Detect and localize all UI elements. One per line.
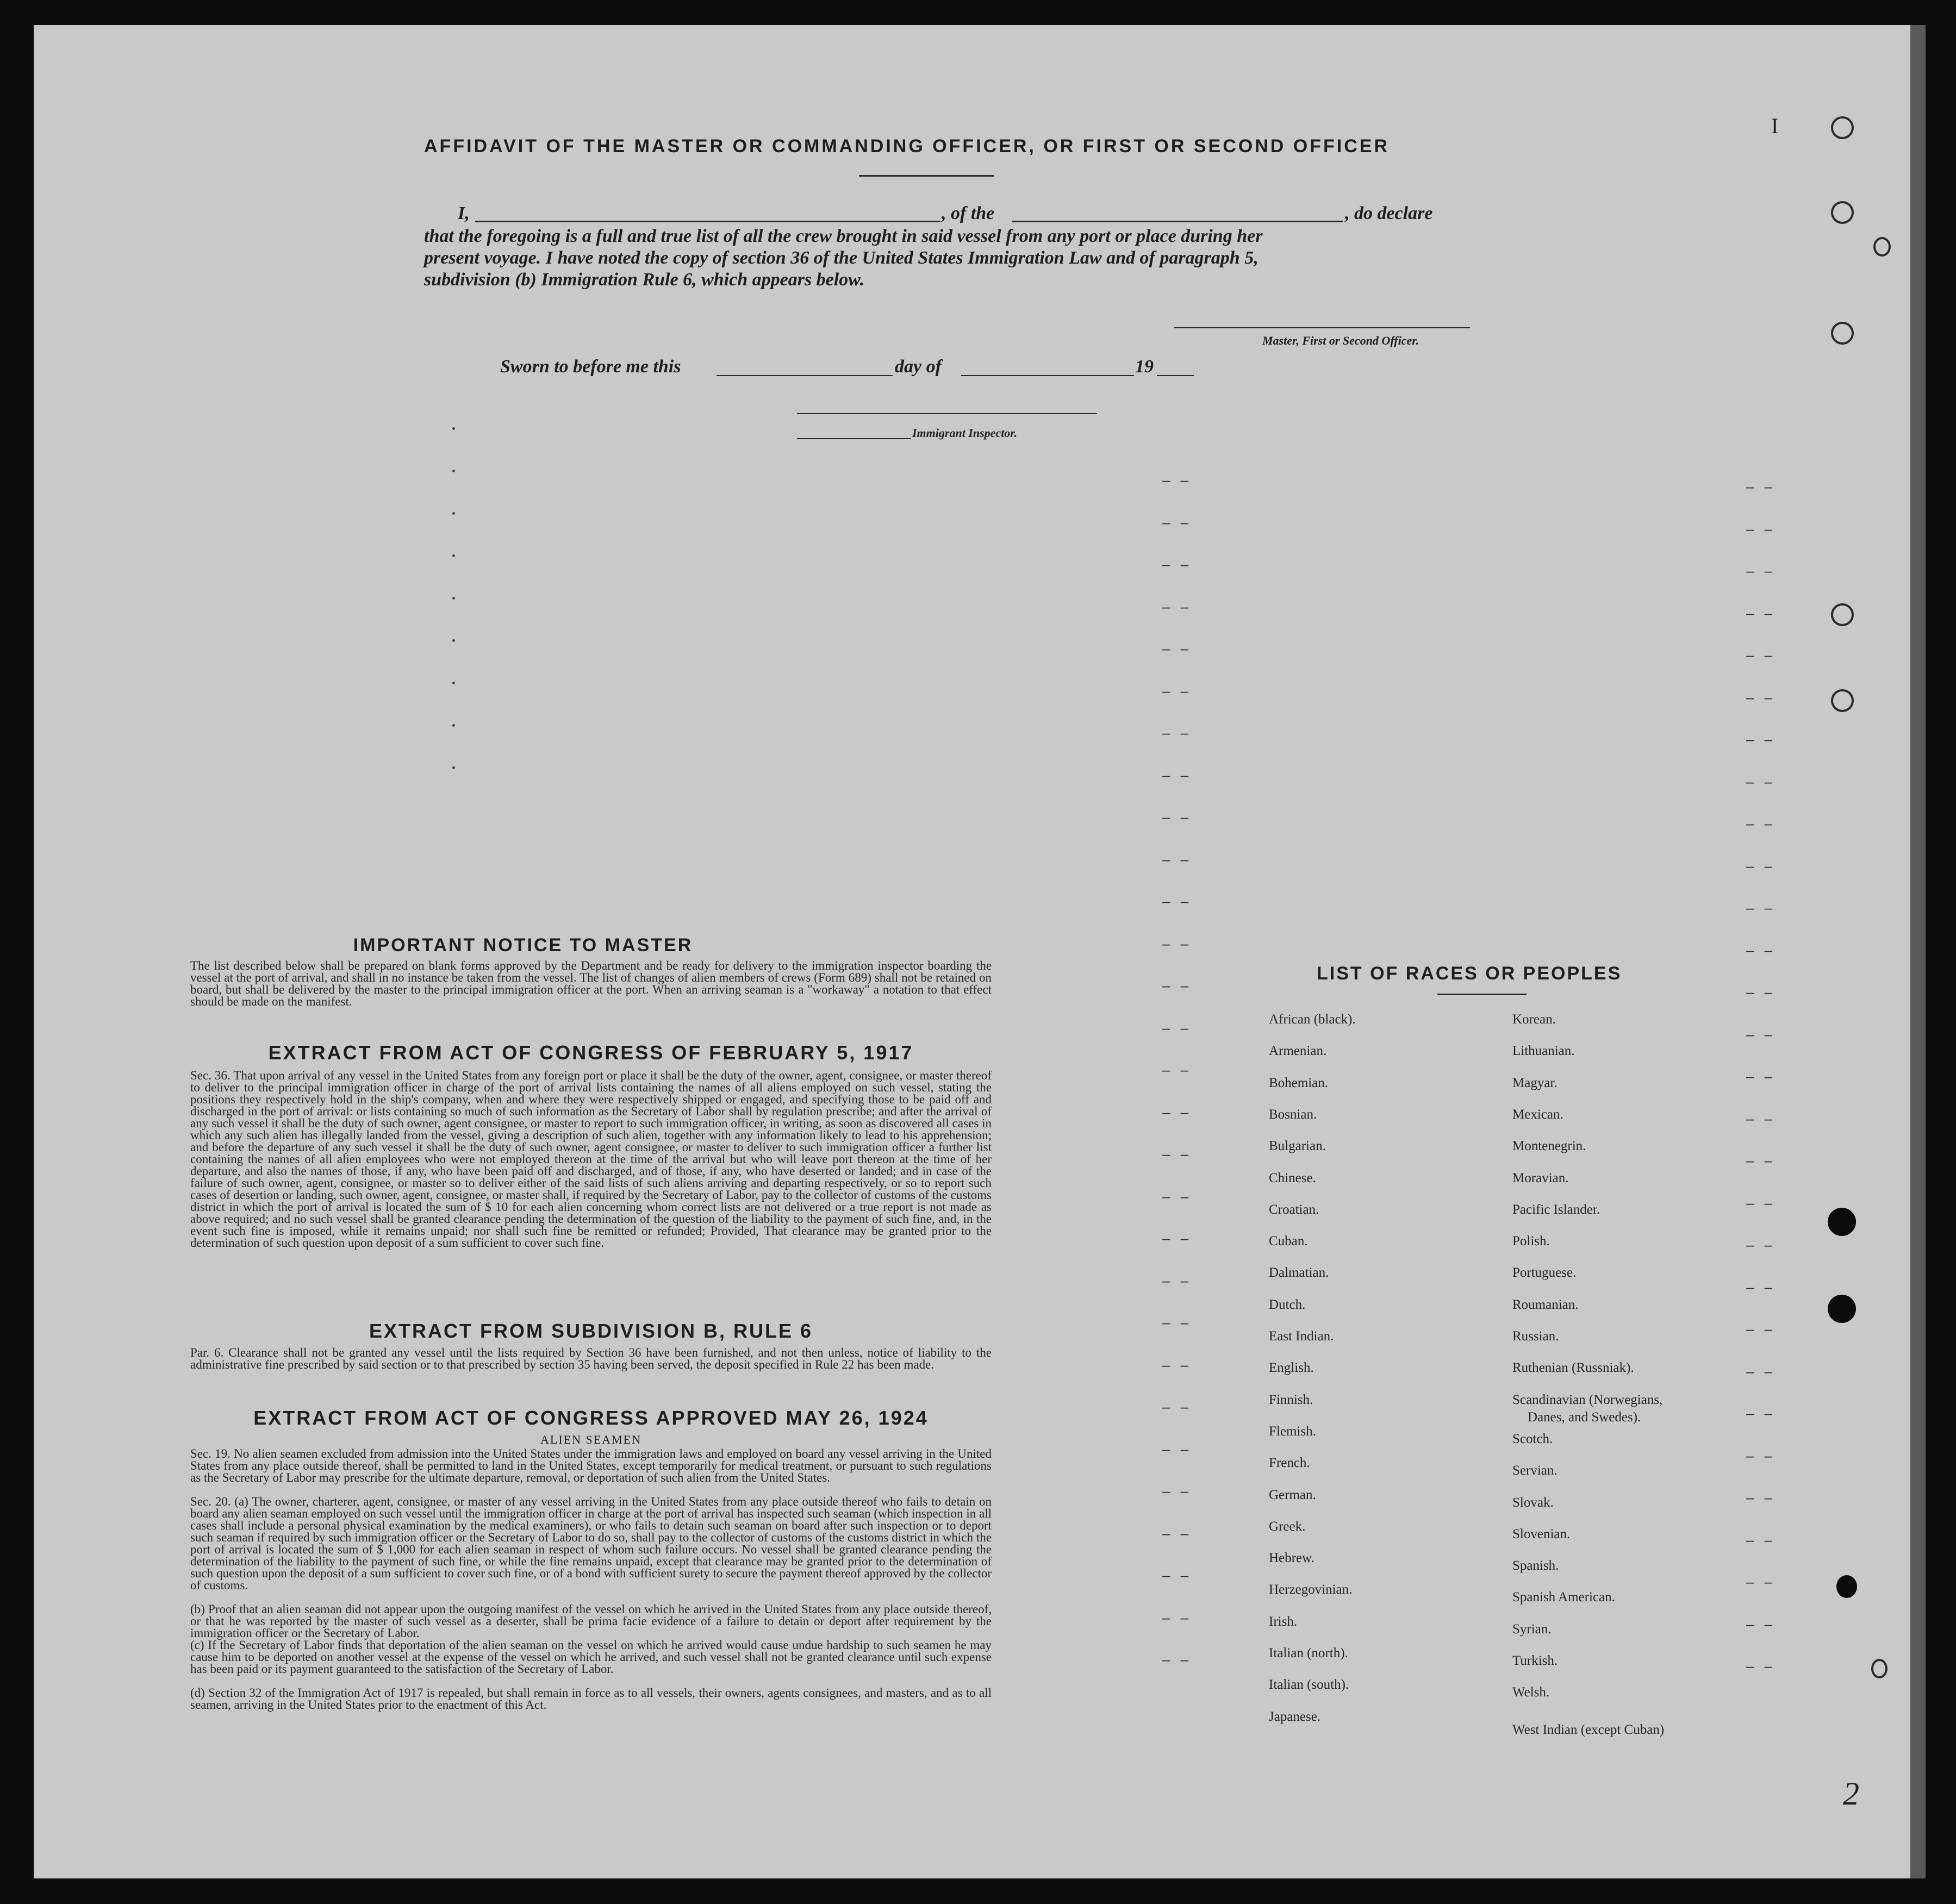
row-tick-dash: – – [1746,815,1776,832]
sworn-year: 19 [1135,357,1154,377]
sworn-prefix: Sworn to before me this [500,357,681,377]
race-item: East Indian. [1269,1329,1334,1344]
declare-line-2: that the foregoing is a full and true list of all the crew brought in said vessel from any port or place during her [424,226,1263,246]
row-tick-dash: – – [1162,1103,1192,1120]
row-tick-dash: – – [1162,682,1192,699]
race-item: Croatian. [1269,1202,1319,1217]
row-tick-dash: – – [1162,1567,1192,1583]
race-item: Chinese. [1269,1170,1316,1185]
row-tick-dash: – – [1746,1194,1776,1211]
sworn-month-blank [961,375,1134,376]
row-tick-dash: – – [1162,640,1192,657]
race-item: French. [1269,1456,1310,1471]
race-item: Scandinavian (Norwegians, [1512,1392,1663,1407]
row-tick-dash: – – [1746,520,1776,537]
inspector-line-1 [797,413,1097,414]
race-item: Bosnian. [1269,1107,1317,1122]
race-item: African (black). [1269,1012,1356,1027]
row-tick-dash: – – [1746,647,1776,663]
sworn-day-blank [717,375,893,376]
race-item: Bulgarian. [1269,1139,1326,1154]
row-tick-dash: – – [1746,1658,1776,1674]
race-item: Syrian. [1512,1621,1552,1637]
race-item: West Indian (except Cuban) [1512,1722,1665,1737]
row-tick-dash: – – [1746,1026,1776,1042]
row-tick-dash: – – [1746,941,1776,958]
extract-1924-para-4: (c) If the Secretary of Labor finds that deportation of the alien seaman on the vessel on which he arrived would cause undue hardship to such seamen he may cause him to be deported on another vessel at the expense of the vessel on which he arrived, and such vessel shall not be granted clearance until such expense has been paid or its payment guaranteed to the satisfaction of the Secretary of Labor. [190,1638,992,1676]
race-item: Irish. [1269,1614,1298,1629]
extract-1924-para-5: (d) Section 32 of the Immigration Act of 1917 is repealed, but shall remain in force as to all vessels, their owners, agents consignees, and masters, and as to all seamen, arriving in the United States prior to the enactment of this Act. [190,1686,992,1712]
row-tick-dash: – – [1162,1314,1192,1331]
race-item: Pacific Islander. [1512,1202,1600,1217]
row-tick-dot [452,682,455,684]
row-tick-dash: – – [1746,689,1776,706]
race-item: Dutch. [1269,1297,1306,1312]
binder-hole-filled [1828,1208,1856,1236]
row-tick-dash: – – [1746,1447,1776,1464]
row-tick-dash: – – [1162,851,1192,867]
race-item: Herzegovinian. [1269,1582,1353,1597]
row-tick-dot [452,597,455,600]
race-item: Cuban. [1269,1234,1308,1249]
race-item: German. [1269,1487,1316,1502]
row-tick-dash: – – [1746,1574,1776,1590]
master-signature-line [1174,327,1470,328]
row-tick-dash: – – [1746,1615,1776,1632]
inspector-caption: Immigrant Inspector. [912,426,1018,440]
row-tick-dash: – – [1746,1152,1776,1169]
race-item: Montenegrin. [1512,1139,1586,1154]
race-item: Armenian. [1269,1044,1327,1059]
row-tick-dash: – – [1746,857,1776,874]
race-item: Korean. [1512,1012,1556,1027]
race-item: English. [1269,1360,1314,1376]
row-tick-dash: – – [1746,1278,1776,1295]
race-item: Italian (south). [1269,1677,1349,1693]
row-tick-dash: – – [1746,1489,1776,1506]
declare-i: I, [458,203,470,223]
race-item: Finnish. [1269,1392,1313,1407]
row-tick-dot [452,724,455,727]
row-tick-dash: – – [1162,1146,1192,1162]
race-item: Slovenian. [1512,1526,1571,1541]
vessel-blank [1012,221,1343,222]
race-item: Hebrew. [1269,1551,1315,1566]
race-item: Bohemian. [1269,1075,1329,1090]
row-tick-dot [452,512,455,515]
binder-hole [1831,689,1854,712]
extract-1924-heading: EXTRACT FROM ACT OF CONGRESS APPROVED MAY 26, 1924 [253,1407,929,1429]
binder-hole [1871,1659,1888,1678]
row-tick-dash: – – [1746,478,1776,495]
row-tick-dash: – – [1746,773,1776,790]
races-heading-underline [1437,994,1527,995]
row-tick-dash: – – [1162,472,1192,488]
declare-of-the: , of the [942,203,995,223]
extract-1924-para-2: Sec. 20. (a) The owner, charterer, agent, consignee, or master of any vessel arriving in the United States from any place outside thereof who fails to detain on board any alien seaman employed on such vessel until the immigration officer in charge at the port of arrival has inspected such seaman (which inspection in all cases shall include a personal physical examination by the medical examiners), or who fails to detain such seaman on board after such inspection or to deport such seaman if required by such immigration officer or the Secretary of Labor to do so, shall pay to the collector of customs of the customs district in which the port of arrival is located the sum of $ 1,000 for each alien seaman in respect of whom such failure occurs. No vessel shall be granted clearance pending the determination of the liability to the payment of such fine, or while the fine remains unpaid, except that clearance may be granted prior to the determination of such question upon the deposit of a sum sufficient to cover such fine, or of a bond with sufficient surety to secure the payment thereof approved by the collector of customs. [190,1495,992,1592]
binder-hole [1831,116,1854,139]
row-tick-dash: – – [1746,731,1776,747]
inspector-line-2 [797,438,911,439]
row-tick-dash: – – [1162,514,1192,530]
row-tick-dot [452,554,455,557]
binder-hole [1831,201,1854,224]
race-item: Turkish. [1512,1653,1558,1668]
row-tick-dash: – – [1162,935,1192,952]
row-tick-dash: – – [1746,1531,1776,1548]
binder-hole [1873,237,1891,257]
row-tick-dash: – – [1746,900,1776,916]
extract-1917-heading: EXTRACT FROM ACT OF CONGRESS OF FEBRUARY 5, 1917 [268,1041,914,1064]
extract-1924-para-3: (b) Proof that an alien seaman did not appear upon the outgoing manifest of the vessel on which he arrived in the United States from any place outside thereof, or that he was reported by the master of such vessel as a deserter, shall be prima facie evidence of a failure to detain or deport after requirement by the immigration officer or the Secretary of Labor. [190,1602,992,1640]
row-tick-dash: – – [1162,556,1192,572]
extract-1924-para-1: Sec. 19. No alien seamen excluded from admission into the United States under the immigration laws and employed on board any vessel arriving in the United States from any place outside thereof, shall be permitted to land in the United States, except temporarily for medical treatment, or pursuant to such regulations as the Secretary of Labor may prescribe for the ultimate departure, removal, or deportation of such alien from the United States. [190,1447,992,1484]
heading-underline [859,175,994,177]
row-tick-dash: – – [1162,1188,1192,1204]
race-item: Russian. [1512,1329,1559,1344]
declare-line-3: present voyage. I have noted the copy of section 36 of the United States Immigration Law and of paragraph 5, [424,248,1259,268]
race-item: Scotch. [1512,1431,1553,1446]
row-tick-dot [452,639,455,642]
row-tick-dash: – – [1162,598,1192,615]
race-item: Polish. [1512,1234,1550,1249]
affidavit-heading: AFFIDAVIT OF THE MASTER OR COMMANDING OFFICER, OR FIRST OR SECOND OFFICER [424,136,1390,157]
sworn-day-of: day of [895,357,942,377]
race-item: Portuguese. [1512,1265,1577,1281]
race-item: Flemish. [1269,1424,1316,1439]
race-item: Japanese. [1269,1709,1321,1724]
race-item: Ruthenian (Russniak). [1512,1360,1634,1376]
extract-rule6-body: Par. 6. Clearance shall not be granted any vessel until the lists required by Section 36 have been furnished, and not then unless, notice of liability to the administrative fine prescribed by said section or to that prescribed by section 35 having been served, the deposit specified in Rule 22 has been made. [190,1346,992,1371]
row-tick-dash: – – [1162,1483,1192,1499]
binder-hole [1831,603,1854,626]
race-item: Italian (north). [1269,1646,1348,1660]
race-item: Dalmatian. [1269,1265,1329,1281]
binder-hole [1831,322,1854,345]
notice-heading: IMPORTANT NOTICE TO MASTER [353,935,693,956]
row-tick-dash: – – [1162,809,1192,825]
notice-body: The list described below shall be prepared on blank forms approved by the Department and be ready for delivery to the immigration inspector boarding the vessel at the port of arrival, and shall in no instance be taken from the vessel. The list of changes of alien members of crews (Form 689) shall not be retained on board, but shall be delivered by the master to the principal immigration officer at the port. When an arriving seaman is a "workaway" a notation to that effect should be made on the manifest. [190,959,992,1008]
row-tick-dash: – – [1746,1110,1776,1127]
race-item: Slovak. [1512,1495,1554,1510]
binder-hole-filled [1828,1295,1856,1323]
race-item: Lithuanian. [1512,1044,1575,1059]
extract-1924-subheading: ALIEN SEAMEN [540,1433,641,1446]
race-item: Welsh. [1512,1685,1550,1700]
race-scandinavian-cont: Danes, and Swedes). [1528,1410,1641,1425]
row-tick-dash: – – [1746,1237,1776,1253]
race-item: Mexican. [1512,1107,1563,1122]
row-tick-dash: – – [1162,1272,1192,1289]
row-tick-dash: – – [1162,766,1192,783]
row-tick-dot [452,766,455,769]
margin-mark-bottom: 2 [1843,1776,1859,1812]
row-tick-dash: – – [1162,893,1192,909]
row-tick-dash: – – [1162,1440,1192,1457]
row-tick-dash: – – [1162,1356,1192,1373]
row-tick-dash: – – [1162,1525,1192,1541]
race-item: Greek. [1269,1519,1306,1534]
race-item: Moravian. [1512,1170,1569,1185]
row-tick-dash: – – [1162,977,1192,994]
row-tick-dash: – – [1746,1363,1776,1379]
margin-mark-top: I [1771,114,1779,138]
race-item: Roumanian. [1512,1297,1579,1312]
race-item: Magyar. [1512,1075,1558,1090]
row-tick-dash: – – [1162,1062,1192,1078]
row-tick-dash: – – [1746,563,1776,579]
row-tick-dash: – – [1746,984,1776,1000]
races-heading: LIST OF RACES OR PEOPLES [1317,963,1622,984]
row-tick-dash: – – [1746,1068,1776,1084]
row-tick-dot [452,470,455,472]
sworn-year-blank [1157,375,1194,376]
master-signature-caption: Master, First or Second Officer. [1262,334,1419,347]
binder-hole-filled [1836,1575,1857,1598]
extract-1917-body: Sec. 36. That upon arrival of any vessel in the United States from any foreign port or place it shall be the duty of the owner, agent, consignee, or master thereof to deliver to the principal immigration officer in charge of the port of arrival lists containing the names of all aliens employed on such vessel, stating the positions they respectively hold in the ship's company, when and where they were respectively shipped or engaged, and specifying those to be paid off and discharged in the port of arrival: or lists containing so much of such information as the Secretary of Labor shall by regulation prescribe; and after the arrival of any such vessel it shall be the duty of such owner, agent consignee, or master to report to such immigration officer, in writing, as soon as discovered all cases in which any such alien has illegally landed from the vessel, giving a description of such alien, together with any information likely to lead to his apprehension; and before the departure of any such vessel it shall be the duty of such owner, agent consignee, or master to deliver to such immigration officer a further list containing the names of all alien employees who were not employed thereon at the time of the arrival but who will leave port thereon at the time of her departure, and also the names of those, if any, who have been paid off and discharged, and of those, if any, who have deserted or landed; and in case of the failure of such owner, agent, consignee, or master so to deliver either of the said lists of such aliens arriving and departing respectively, or so to report such cases of desertion or landing, such owner, agent, consignee, or master shall, if required by the Secretary of Labor, pay to the collector of customs of the customs district in which the port of arrival is located the sum of $ 10 for each alien concerning whom correct lists are not delivered or a true report is not made as above required; and no such vessel shall be granted clearance pending the determination of the question of the liability to the payment of such fine, and, in the event such fine is imposed, while it remains unpaid; nor shall such fine be remitted or refunded; Provided, That clearance may be granted prior to the determination of such question upon deposit of a sum sufficient to cover such fine. [190,1069,992,1250]
row-tick-dash: – – [1162,1399,1192,1415]
row-tick-dash: – – [1746,1321,1776,1337]
row-tick-dash: – – [1162,1609,1192,1626]
row-tick-dash: – – [1162,1019,1192,1036]
extract-rule6-heading: EXTRACT FROM SUBDIVISION B, RULE 6 [369,1320,813,1342]
row-tick-dash: – – [1162,725,1192,741]
race-item: Spanish American. [1512,1590,1615,1605]
declare-do-declare: , do declare [1345,203,1433,223]
row-tick-dash: – – [1162,1230,1192,1246]
row-tick-dash: – – [1746,1405,1776,1421]
document-page [34,25,1910,1878]
row-tick-dash: – – [1746,604,1776,621]
row-tick-dot [452,427,455,430]
name-blank [475,221,940,222]
race-item: Servian. [1512,1463,1558,1478]
row-tick-dash: – – [1162,1651,1192,1668]
race-item: Spanish. [1512,1558,1559,1574]
declare-line-4: subdivision (b) Immigration Rule 6, which appears below. [424,270,865,290]
